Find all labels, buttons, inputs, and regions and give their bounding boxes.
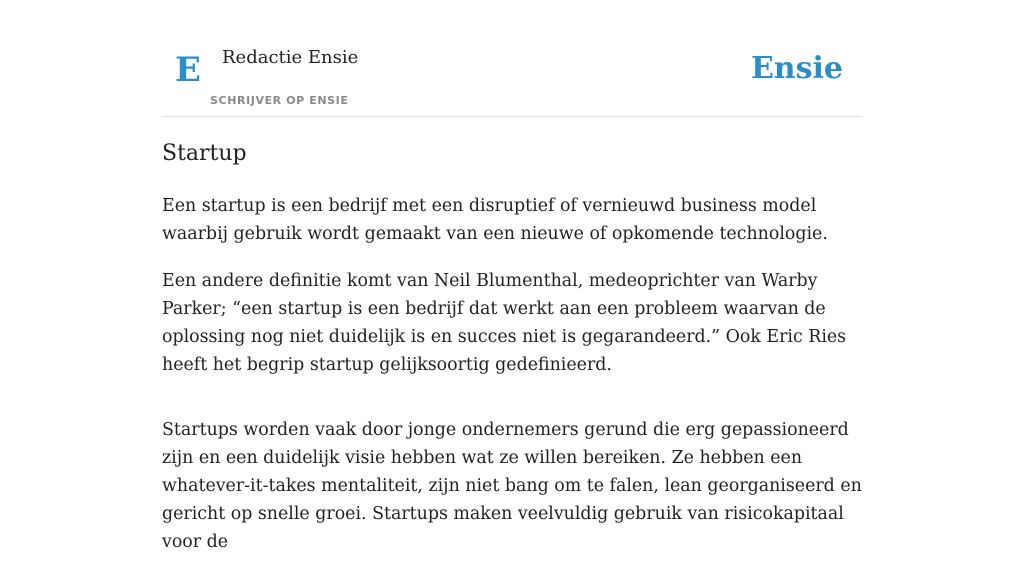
author-name[interactable]: Redactie Ensie xyxy=(222,47,359,68)
article-title: Startup xyxy=(162,141,247,166)
article-paragraph: Een startup is een bedrijf met een disruptief of vernieuwd business model waarbij gebruik wordt gemaakt van een nieuwe of opkomende technologie. xyxy=(162,196,828,244)
article-paragraph: Startups worden vaak door jonge ondernemers gerund die erg gepassioneerd zijn en een duidelijk visie hebben wat ze willen bereiken. Ze hebben een whatever-it-takes mentaliteit, zijn niet bang om te falen, lean georganiseerd en gericht op snelle groei. Startups maken veelvuldig gebruik van risicokapitaal voor de xyxy=(162,420,862,552)
brand-logo[interactable]: Ensie xyxy=(750,51,843,86)
author-avatar[interactable]: E xyxy=(175,50,201,90)
author-role: SCHRIJVER OP ENSIE xyxy=(210,94,349,107)
author-header xyxy=(162,0,862,117)
article xyxy=(162,138,862,575)
article-paragraph: Een andere definitie komt van Neil Blumenthal, medeoprichter van Warby Parker; “een startup is een bedrijf dat werkt aan een probleem waarvan de oplossing nog niet duidelijk is en succes niet is gegarandeerd.” Ook Eric Ries heeft het begrip startup gelijksoortig gedefinieerd. xyxy=(162,271,847,375)
